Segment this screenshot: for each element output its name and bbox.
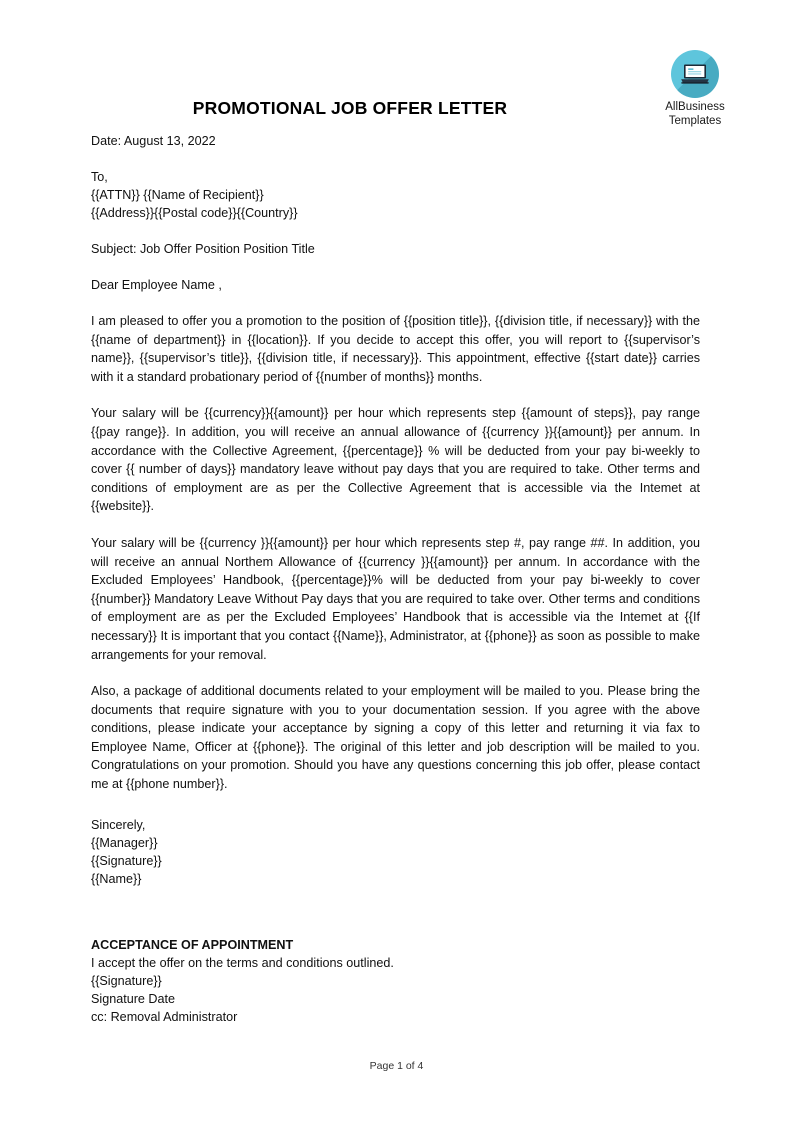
spacer: [91, 222, 700, 240]
document-body: [91, 132, 700, 1026]
salutation-line: Dear Employee Name ,: [91, 278, 222, 292]
closing-signature: {{Signature}}: [91, 853, 162, 868]
acceptance-heading: ACCEPTANCE OF APPOINTMENT: [91, 937, 294, 952]
spacer: [91, 794, 700, 816]
spacer: [91, 258, 700, 276]
spacer: [91, 664, 700, 682]
address-line: {{Address}}{{Postal code}}{{Country}}: [91, 206, 298, 220]
date-line: Date: August 13, 2022: [91, 134, 216, 148]
acceptance-statement: I accept the offer on the terms and conditions outlined.: [91, 955, 394, 970]
acceptance-signature-date: Signature Date: [91, 991, 176, 1006]
spacer: [91, 386, 700, 404]
logo-text-line2: Templates: [668, 114, 722, 127]
acceptance-signature: {{Signature}}: [91, 973, 162, 988]
body-paragraph-2: Your salary will be {{currency}}{{amount}} per hour which represents step {{amount of steps}}, pay range {{pay range}}. In addition, you will receive an annual allowance of {{currency }}{{amount}} per annum. In accordance with the Collective Agreement, {{percentage}} % will be deducted from your pay bi-weekly to cover {{ number of days}} mandatory leave without pay days that you are required to take. Other terms and conditions of employment are as per the Collective Agreement that is accessible via the Intemet at {{website}}.: [91, 406, 700, 514]
body-paragraph-3: Your salary will be {{currency }}{{amount}} per hour which represents step #, pay range ##. In addition, you will receive an annual Northem Allowance of {{currency }}{{amount}} per annum. In accordance with the Excluded Employees’ Handbook, {{percentage}}% will be deducted from your pay bi-weekly to cover {{number}} Mandatory Leave Without Pay days that you are required to take over. Other terms and conditions of employment are as per the Excluded Employees’ Handbook that is accessible via the Intemet at {{If necessary}} It is important that you contact {{Name}}, Administrator, at {{phone}} as soon as possible to make arrangements for your removal.: [91, 535, 700, 662]
spacer: [91, 294, 700, 312]
body-paragraph-4: Also, a package of additional documents related to your employment will be mailed to you. Please bring the documents that require signature with you to your documentation session. If you agree with the above conditions, please indicate your acceptance by signing a copy of this letter and returning it via fax to Employee Name, Officer at {{phone}}. The original of this letter and job description will be mailed to you. Congratulations on your promotion. Should you have any questions concerning this job offer, please contact me at {{phone number}}.: [91, 684, 700, 792]
spacer: [91, 888, 700, 918]
laptop-icon: [671, 50, 719, 98]
logo-text-line1: AllBusiness: [665, 101, 725, 113]
subject-line: Subject: Job Offer Position Position Title: [91, 242, 315, 256]
spacer: [91, 918, 700, 936]
spacer: [91, 150, 700, 168]
page-footer: Page 1 of 4: [369, 1060, 424, 1072]
closing-manager: {{Manager}}: [91, 835, 158, 850]
recipient-line: {{ATTN}} {{Name of Recipient}}: [91, 188, 264, 202]
closing-sincerely: Sincerely,: [91, 817, 146, 832]
page-title: PROMOTIONAL JOB OFFER LETTER: [192, 98, 508, 118]
spacer: [91, 516, 700, 534]
body-paragraph-1: I am pleased to offer you a promotion to the position of {{position title}}, {{division title, if necessary}} with the {{name of department}} in {{location}}. If you decide to accept this offer, you will report to {{supervisor’s name}}, {{supervisor’s title}}, {{division title, if necessary}}. This appointment, effective {{start date}} carries with it a standard probationary period of {{number of months}} months.: [91, 314, 700, 384]
to-label: To,: [91, 170, 108, 184]
acceptance-cc: cc: Removal Administrator: [91, 1009, 238, 1024]
closing-name: {{Name}}: [91, 871, 142, 886]
